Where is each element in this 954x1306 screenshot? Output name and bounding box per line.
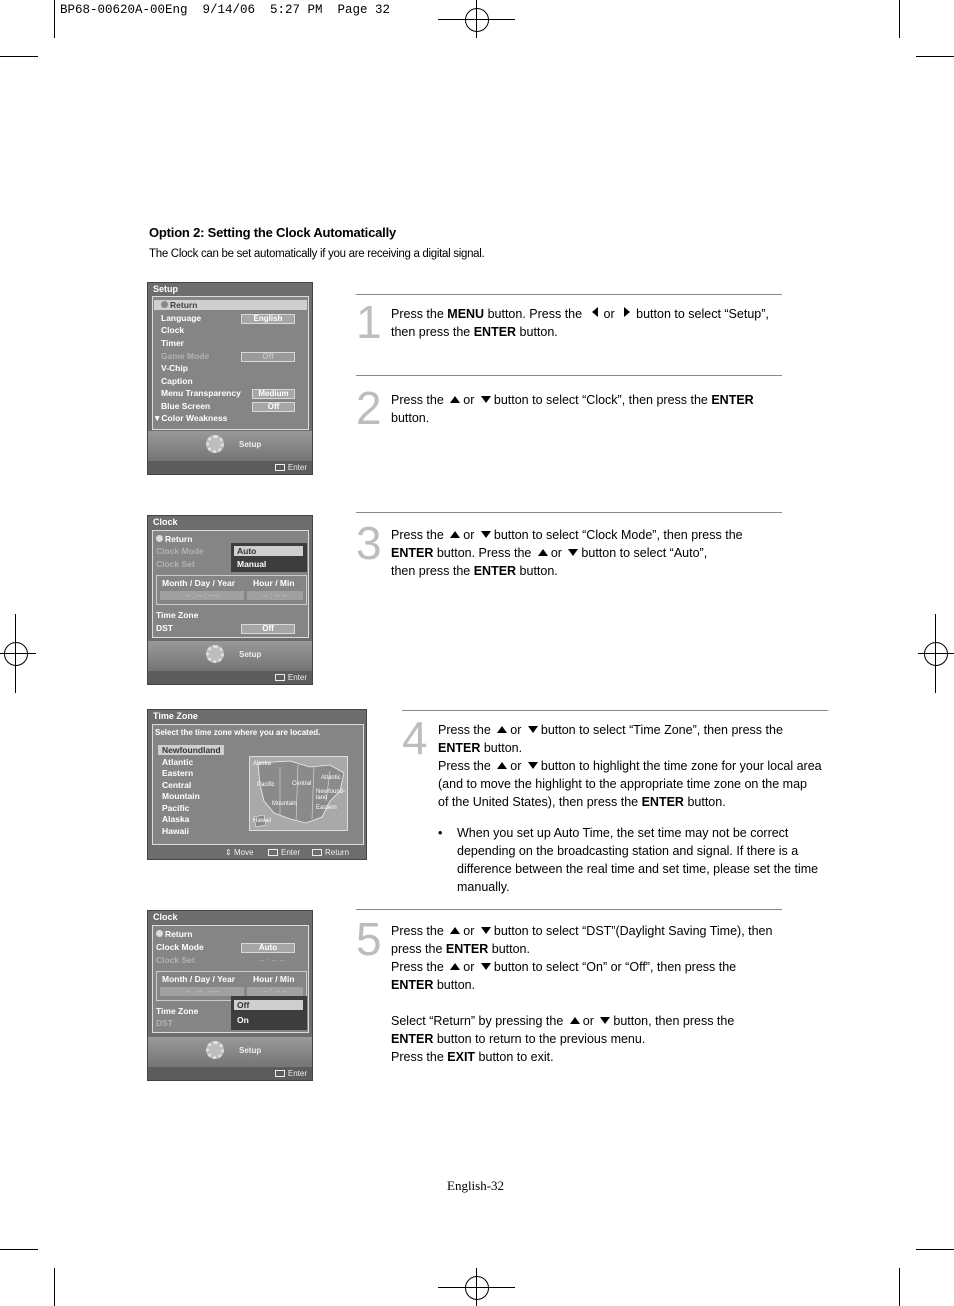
menu-item-return[interactable]: Return bbox=[156, 929, 192, 939]
down-arrow-icon bbox=[481, 531, 491, 538]
right-arrow-icon bbox=[624, 307, 630, 317]
step-number: 2 bbox=[356, 382, 382, 434]
up-arrow-icon bbox=[450, 927, 460, 934]
clock-mode-value: Auto bbox=[241, 943, 295, 953]
return-icon bbox=[161, 301, 168, 308]
osd-title: Time Zone bbox=[153, 711, 198, 721]
down-arrow-icon bbox=[481, 396, 491, 403]
osd-menu-panel bbox=[152, 724, 364, 845]
print-slug: BP68-00620A-00Eng 9/14/06 5:27 PM Page 32 bbox=[60, 3, 391, 17]
up-arrow-icon bbox=[450, 396, 460, 403]
crop-mark bbox=[0, 1249, 38, 1250]
menu-item-clock-mode[interactable]: Clock Mode bbox=[156, 942, 204, 952]
menu-item-clock[interactable]: Clock bbox=[161, 325, 185, 335]
step-number: 1 bbox=[356, 296, 382, 348]
enter-hint: Enter bbox=[275, 463, 307, 472]
menu-item-clock-set: Clock Set bbox=[156, 559, 195, 569]
return-icon bbox=[312, 849, 322, 856]
time-field: -- : -- -- bbox=[247, 987, 303, 996]
column-date: Month / Day / Year bbox=[162, 578, 236, 588]
map-label-atlantic: Atlantic bbox=[321, 775, 341, 781]
language-value: English bbox=[241, 314, 295, 324]
section-intro: The Clock can be set automatically if you are receiving a digital signal. bbox=[149, 248, 485, 260]
crop-mark bbox=[899, 1268, 900, 1306]
zone-eastern[interactable]: Eastern bbox=[162, 768, 194, 778]
enter-hint: Enter bbox=[275, 673, 307, 682]
up-down-icon: ⇕ bbox=[225, 848, 232, 857]
time-zone-map[interactable] bbox=[249, 756, 348, 831]
step-3-text: Press the or button to select “Clock Mode”, then press the ENTER button. Press the or button to select “Auto”, then press the ENTER button. bbox=[391, 528, 743, 578]
clock-set-value: -- : -- -- bbox=[259, 955, 286, 965]
enter-hint: Enter bbox=[268, 848, 300, 857]
menu-item-clock-mode[interactable]: Clock Mode bbox=[156, 546, 204, 556]
down-arrow-icon bbox=[481, 927, 491, 934]
menu-item-color-weakness[interactable]: ▼Color Weakness bbox=[153, 413, 228, 423]
menu-item-menu-transparency[interactable]: Menu Transparency bbox=[161, 388, 241, 398]
map-label-central: Central bbox=[292, 781, 312, 787]
zone-mountain[interactable]: Mountain bbox=[162, 791, 200, 801]
setup-gear-icon bbox=[206, 645, 224, 663]
up-arrow-icon bbox=[538, 549, 548, 556]
menu-item-dst[interactable]: DST bbox=[156, 623, 173, 633]
osd-title: Setup bbox=[153, 284, 179, 294]
menu-item-time-zone[interactable]: Time Zone bbox=[156, 1006, 199, 1016]
menu-item-return[interactable]: Return bbox=[161, 300, 197, 310]
osd-title: Clock bbox=[153, 517, 178, 527]
time-zone-screen bbox=[147, 709, 367, 860]
zone-newfoundland[interactable]: Newfoundland bbox=[162, 745, 221, 755]
osd-menu-panel bbox=[152, 925, 309, 1033]
step-4-text: Press the or button to select “Time Zone”, then press the ENTER button. Press the or button to highlight the time zone for your local area (and to move the highlight to the appropriate time zone on the map of the United States), then press the ENTER button. bbox=[438, 723, 822, 809]
footer-label: Setup bbox=[239, 1046, 262, 1055]
column-date: Month / Day / Year bbox=[162, 974, 236, 984]
enter-icon bbox=[268, 849, 278, 856]
up-arrow-icon bbox=[497, 762, 507, 769]
map-label-newfoundland: Newfound-land bbox=[316, 789, 346, 801]
crop-mark bbox=[0, 56, 38, 57]
date-time-box bbox=[156, 575, 307, 605]
down-arrow-icon bbox=[528, 762, 538, 769]
menu-item-v-chip[interactable]: V-Chip bbox=[161, 363, 188, 373]
menu-item-time-zone[interactable]: Time Zone bbox=[156, 610, 199, 620]
step-number: 5 bbox=[356, 913, 382, 965]
up-arrow-icon bbox=[450, 531, 460, 538]
up-arrow-icon bbox=[497, 726, 507, 733]
down-arrow-icon bbox=[568, 549, 578, 556]
map-label-mountain: Mountain bbox=[272, 801, 297, 807]
move-hint: ⇕ Move bbox=[225, 848, 254, 857]
footer-label: Setup bbox=[239, 650, 262, 659]
crop-mark bbox=[54, 1268, 55, 1306]
time-field: -- : -- -- bbox=[247, 591, 303, 600]
popup-option-off[interactable]: Off bbox=[234, 1000, 303, 1010]
enter-icon bbox=[275, 1070, 285, 1077]
menu-transparency-value: Medium bbox=[252, 389, 295, 399]
page-number: English-32 bbox=[447, 1178, 505, 1193]
step-number: 4 bbox=[402, 712, 428, 764]
column-time: Hour / Min bbox=[253, 974, 295, 984]
return-hint: Return bbox=[312, 848, 349, 857]
osd-menu-panel bbox=[152, 296, 309, 430]
menu-item-clock-set: Clock Set bbox=[156, 955, 195, 965]
zone-hawaii[interactable]: Hawaii bbox=[162, 826, 189, 836]
step-4-note: • When you set up Auto Time, the set time may not be correct depending on the broadcasting station and signal. If there is a difference between the real time and set time, please set the time manually. bbox=[438, 826, 819, 894]
zone-atlantic[interactable]: Atlantic bbox=[162, 757, 194, 767]
setup-menu-screen bbox=[147, 282, 313, 475]
popup-option-on[interactable]: On bbox=[237, 1015, 249, 1025]
step-rule bbox=[356, 909, 782, 910]
return-icon bbox=[156, 930, 163, 937]
osd-menu-panel bbox=[152, 530, 309, 638]
map-label-pacific: Pacific bbox=[257, 782, 275, 788]
map-label-eastern: Eastern bbox=[316, 805, 337, 811]
enter-hint: Enter bbox=[275, 1069, 307, 1078]
section-title: Option 2: Setting the Clock Automatically bbox=[149, 225, 397, 240]
popup-option-auto[interactable]: Auto bbox=[234, 546, 303, 556]
menu-item-game-mode: Game Mode bbox=[161, 351, 210, 361]
down-arrow-icon bbox=[528, 726, 538, 733]
step-rule bbox=[402, 710, 828, 711]
step-rule bbox=[356, 375, 782, 376]
dst-popup[interactable] bbox=[231, 996, 307, 1030]
zone-pacific[interactable]: Pacific bbox=[162, 803, 190, 813]
step-rule bbox=[356, 294, 782, 295]
setup-gear-icon bbox=[206, 1041, 224, 1059]
clock-mode-popup[interactable] bbox=[231, 543, 307, 572]
zone-alaska[interactable]: Alaska bbox=[162, 814, 190, 824]
menu-item-timer[interactable]: Timer bbox=[161, 338, 184, 348]
dst-value: Off bbox=[241, 624, 295, 634]
game-mode-value: Off bbox=[241, 352, 295, 362]
menu-item-caption[interactable]: Caption bbox=[161, 376, 193, 386]
popup-option-manual[interactable]: Manual bbox=[237, 559, 267, 569]
enter-icon bbox=[275, 674, 285, 681]
step-2-text: Press the or button to select “Clock”, then press the ENTER button. bbox=[391, 393, 754, 425]
step-number: 3 bbox=[356, 517, 382, 569]
crop-mark bbox=[916, 1249, 954, 1250]
crop-mark bbox=[916, 56, 954, 57]
map-label-alaska: Alaska bbox=[253, 761, 272, 767]
menu-item-blue-screen[interactable]: Blue Screen bbox=[161, 401, 211, 411]
clock-mode-screen bbox=[147, 515, 313, 685]
map-label-hawaii: Hawaii bbox=[253, 818, 272, 824]
setup-gear-icon bbox=[206, 435, 224, 453]
down-arrow-icon bbox=[481, 963, 491, 970]
column-time: Hour / Min bbox=[253, 578, 295, 588]
enter-icon bbox=[275, 464, 285, 471]
return-icon bbox=[156, 535, 163, 542]
osd-title: Clock bbox=[153, 912, 178, 922]
footer-label: Setup bbox=[239, 440, 262, 449]
clock-dst-screen bbox=[147, 910, 313, 1081]
date-field: -- . -- . ---- bbox=[160, 987, 244, 996]
menu-item-dst[interactable]: DST bbox=[156, 1018, 173, 1028]
menu-item-language[interactable]: Language bbox=[161, 313, 202, 323]
crop-mark bbox=[54, 0, 55, 38]
step-5-text: Press the or button to select “DST”(Daylight Saving Time), then press the ENTER button. Press the or button to select “On” or “Off”, then press the ENTER button. Select “Return” by pressing the or button, then press the ENTER button to return to the previous menu. Press the EXIT button to exit. bbox=[391, 924, 773, 1064]
date-field: -- . -- . ---- bbox=[160, 591, 244, 600]
crop-mark bbox=[899, 0, 900, 38]
time-zone-prompt: Select the time zone where you are located. bbox=[155, 728, 321, 737]
zone-central[interactable]: Central bbox=[162, 780, 192, 790]
step-1-text: Press the MENU button. Press the or button to select “Setup”, then press the ENTER button. bbox=[391, 307, 769, 339]
left-arrow-icon bbox=[592, 307, 598, 317]
up-arrow-icon bbox=[570, 1017, 580, 1024]
step-rule bbox=[356, 512, 782, 513]
blue-screen-value: Off bbox=[252, 402, 295, 412]
down-arrow-icon bbox=[600, 1017, 610, 1024]
menu-item-return[interactable]: Return bbox=[156, 534, 192, 544]
up-arrow-icon bbox=[450, 963, 460, 970]
